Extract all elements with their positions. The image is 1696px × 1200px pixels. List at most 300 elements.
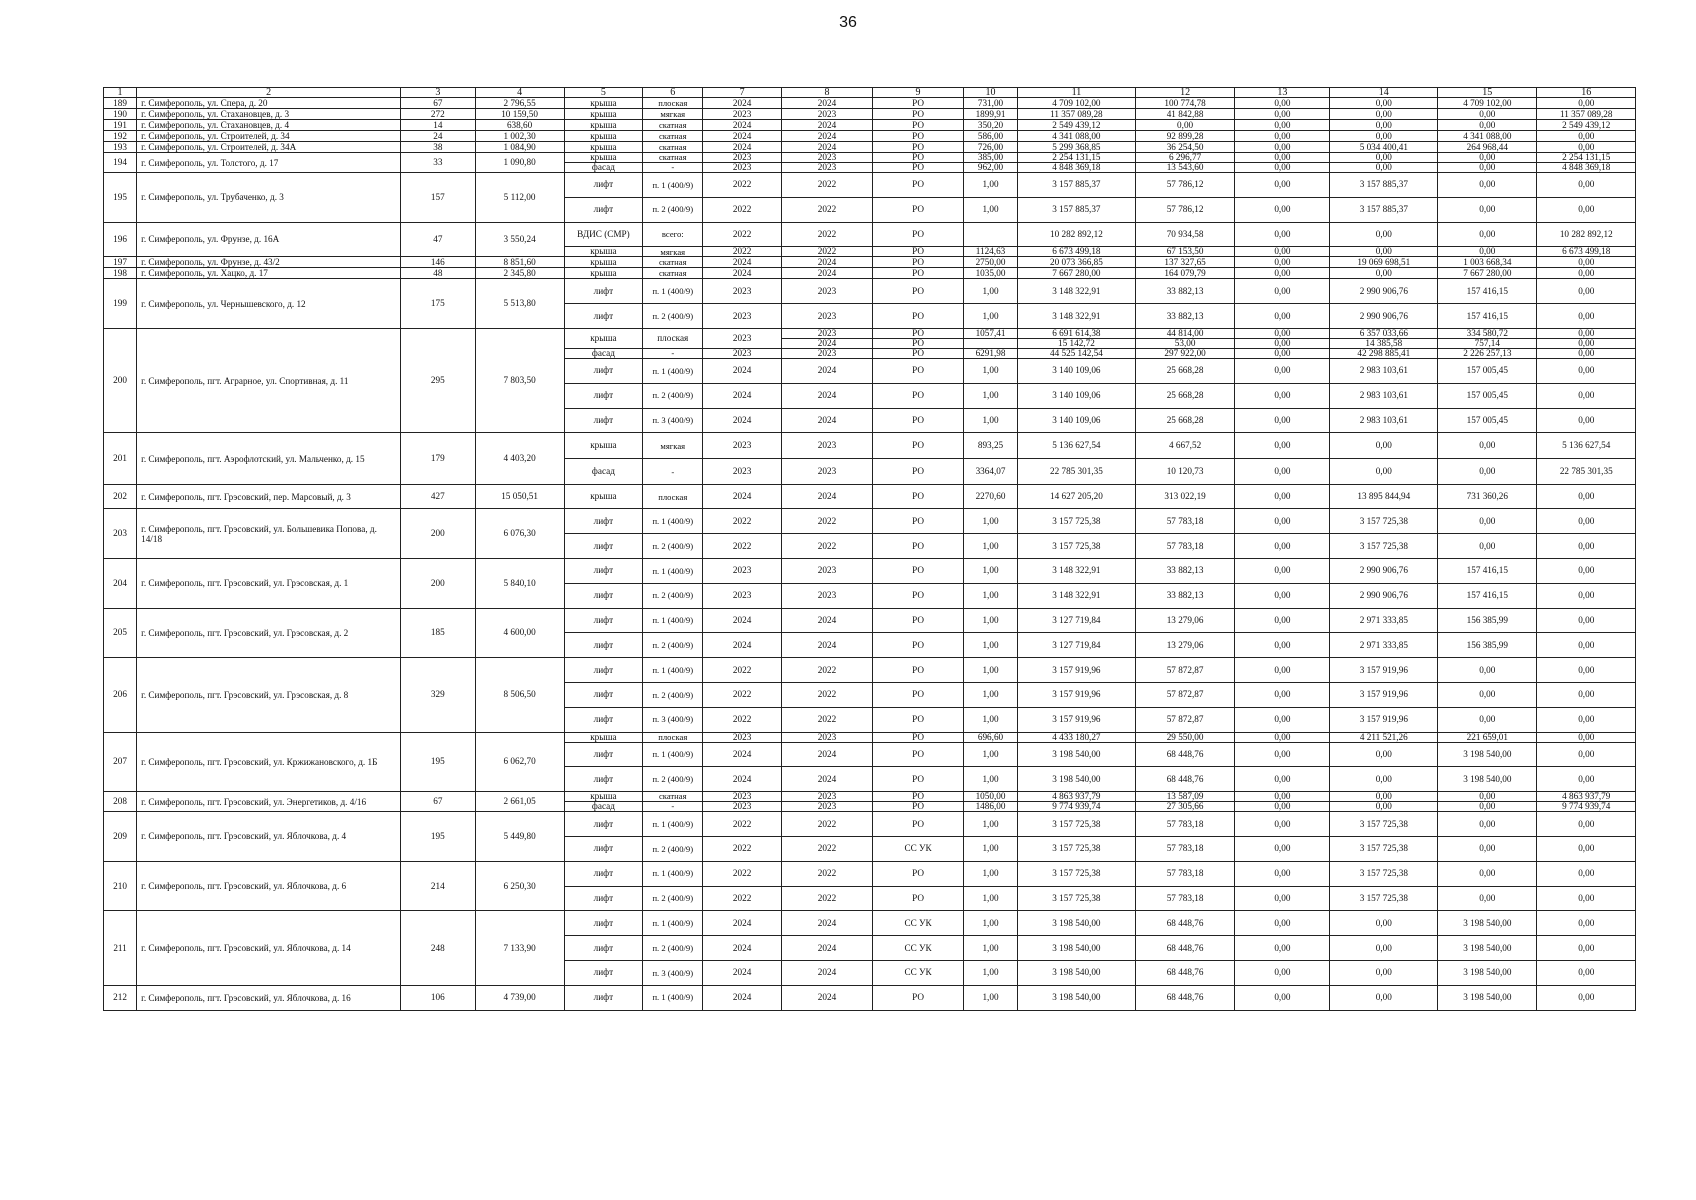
cell-col-n: 211 <box>104 911 137 985</box>
cell-col-c15: 156 385,99 <box>1438 633 1537 658</box>
cell-col-c8: 2022 <box>781 886 872 911</box>
cell-col-c11: 20 073 366,85 <box>1017 257 1135 268</box>
cell-col-c9: РО <box>873 304 964 329</box>
cell-col-c9: РО <box>873 633 964 658</box>
cell-col-c12: 44 814,00 <box>1135 328 1234 338</box>
cell-col-c3: 329 <box>401 658 476 732</box>
cell-col-c5: лифт <box>564 534 643 559</box>
cell-col-c9: РО <box>873 608 964 633</box>
cell-col-c13: 0,00 <box>1235 707 1330 732</box>
cell-col-c9: РО <box>873 131 964 142</box>
cell-col-n: 204 <box>104 558 137 608</box>
cell-col-c5: лифт <box>564 985 643 1010</box>
cell-col-c6: п. 2 (400/9) <box>643 767 703 792</box>
cell-col-addr: г. Симферополь, пгт. Аграрное, ул. Спортивная, д. 11 <box>137 328 401 432</box>
cell-col-c12: 57 872,87 <box>1135 658 1234 683</box>
cell-col-c16: 0,00 <box>1537 707 1636 732</box>
cell-col-c12: 57 872,87 <box>1135 682 1234 707</box>
cell-col-c6: п. 2 (400/9) <box>643 304 703 329</box>
cell-col-c13: 0,00 <box>1235 936 1330 961</box>
cell-col-c12: 68 448,76 <box>1135 911 1234 936</box>
cell-col-addr: г. Симферополь, пгт. Грэсовский, ул. Большевика Попова, д. 14/18 <box>137 509 401 559</box>
cell-col-c3: 175 <box>401 279 476 329</box>
cell-col-c7: 2023 <box>703 732 782 742</box>
cell-col-c5: фасад <box>564 163 643 173</box>
column-header: 7 <box>703 88 782 98</box>
cell-col-c16: 0,00 <box>1537 911 1636 936</box>
cell-col-c9: РО <box>873 886 964 911</box>
cell-col-c7: 2024 <box>703 960 782 985</box>
cell-col-c16: 0,00 <box>1537 767 1636 792</box>
cell-col-n: 201 <box>104 433 137 485</box>
cell-col-c14: 13 895 844,94 <box>1330 485 1438 509</box>
cell-col-c14: 0,00 <box>1330 98 1438 109</box>
table-row <box>104 732 1636 742</box>
cell-col-c3: 272 <box>401 109 476 120</box>
cell-col-c13: 0,00 <box>1235 247 1330 257</box>
cell-col-c7: 2024 <box>703 408 782 433</box>
cell-col-c12: 57 783,18 <box>1135 861 1234 886</box>
cell-col-c9: РО <box>873 802 964 812</box>
cell-col-c7: 2023 <box>703 558 782 583</box>
column-header: 13 <box>1235 88 1330 98</box>
cell-col-c7: 2023 <box>703 109 782 120</box>
cell-col-c3: 200 <box>401 509 476 559</box>
cell-col-c11: 3 157 725,38 <box>1017 886 1135 911</box>
cell-col-c12: 33 882,13 <box>1135 583 1234 608</box>
cell-col-c9: РО <box>873 153 964 163</box>
cell-col-c8: 2023 <box>781 279 872 304</box>
cell-col-c13: 0,00 <box>1235 163 1330 173</box>
cell-col-c9: РО <box>873 732 964 742</box>
cell-col-c9: РО <box>873 485 964 509</box>
cell-col-c14: 2 983 103,61 <box>1330 408 1438 433</box>
cell-col-c3: 106 <box>401 985 476 1010</box>
cell-col-c10: 1,00 <box>964 682 1018 707</box>
cell-col-c14: 42 298 885,41 <box>1330 348 1438 358</box>
cell-col-addr: г. Симферополь, пгт. Грэсовский, ул. Грэсовская, д. 8 <box>137 658 401 732</box>
cell-col-c12: 92 899,28 <box>1135 131 1234 142</box>
cell-col-addr: г. Симферополь, ул. Хацко, д. 17 <box>137 268 401 279</box>
cell-col-c7: 2023 <box>703 163 782 173</box>
cell-col-c13: 0,00 <box>1235 985 1330 1010</box>
cell-col-c6: плоская <box>643 98 703 109</box>
cell-col-n: 206 <box>104 658 137 732</box>
cell-col-c15: 0,00 <box>1438 682 1537 707</box>
cell-col-addr: г. Симферополь, пгт. Грэсовский, ул. Яблочкова, д. 16 <box>137 985 401 1010</box>
cell-col-c8: 2024 <box>781 960 872 985</box>
cell-col-c15: 0,00 <box>1438 792 1537 802</box>
cell-col-c7: 2024 <box>703 485 782 509</box>
cell-col-c14: 0,00 <box>1330 163 1438 173</box>
cell-col-c8: 2024 <box>781 633 872 658</box>
cell-col-c5: фасад <box>564 459 643 485</box>
cell-col-c13: 0,00 <box>1235 558 1330 583</box>
cell-col-c15: 3 198 540,00 <box>1438 742 1537 767</box>
cell-col-c5: крыша <box>564 328 643 348</box>
cell-col-c15: 7 667 280,00 <box>1438 268 1537 279</box>
cell-col-c4: 4 403,20 <box>475 433 564 485</box>
cell-col-c16: 2 254 131,15 <box>1537 153 1636 163</box>
cell-col-c15: 0,00 <box>1438 861 1537 886</box>
cell-col-c15: 3 198 540,00 <box>1438 911 1537 936</box>
cell-col-c7: 2024 <box>703 257 782 268</box>
cell-col-c7: 2022 <box>703 509 782 534</box>
cell-col-c7: 2023 <box>703 459 782 485</box>
cell-col-c9: РО <box>873 328 964 338</box>
table-row <box>104 131 1636 142</box>
cell-col-c7: 2024 <box>703 936 782 961</box>
cell-col-c12: 13 279,06 <box>1135 633 1234 658</box>
cell-col-c12: 25 668,28 <box>1135 408 1234 433</box>
cell-col-c13: 0,00 <box>1235 120 1330 131</box>
cell-col-c8: 2023 <box>781 583 872 608</box>
cell-col-c9: РО <box>873 742 964 767</box>
cell-col-c3: 24 <box>401 131 476 142</box>
cell-col-c4: 4 739,00 <box>475 985 564 1010</box>
cell-col-c10: 1,00 <box>964 936 1018 961</box>
cell-col-c10: 1,00 <box>964 836 1018 861</box>
cell-col-c7: 2024 <box>703 383 782 408</box>
cell-col-c15: 3 198 540,00 <box>1438 960 1537 985</box>
cell-col-c5: фасад <box>564 348 643 358</box>
cell-col-addr: г. Симферополь, ул. Толстого, д. 17 <box>137 153 401 173</box>
cell-col-c12: 57 783,18 <box>1135 886 1234 911</box>
cell-col-c13: 0,00 <box>1235 257 1330 268</box>
cell-col-c9: РО <box>873 358 964 383</box>
cell-col-c7: 2022 <box>703 812 782 837</box>
cell-col-c6: п. 1 (400/9) <box>643 279 703 304</box>
cell-col-c13: 0,00 <box>1235 222 1330 247</box>
cell-col-c16: 0,00 <box>1537 485 1636 509</box>
cell-col-c5: фасад <box>564 802 643 812</box>
cell-col-c15: 0,00 <box>1438 153 1537 163</box>
cell-col-c13: 0,00 <box>1235 742 1330 767</box>
cell-col-c15: 0,00 <box>1438 109 1537 120</box>
cell-col-c15: 0,00 <box>1438 197 1537 222</box>
cell-col-c12: 13 587,09 <box>1135 792 1234 802</box>
cell-col-c13: 0,00 <box>1235 861 1330 886</box>
cell-col-c12: 27 305,66 <box>1135 802 1234 812</box>
table-row <box>104 142 1636 153</box>
cell-col-c16: 0,00 <box>1537 348 1636 358</box>
cell-col-c4: 8 851,60 <box>475 257 564 268</box>
cell-col-c12: 164 079,79 <box>1135 268 1234 279</box>
cell-col-c7: 2023 <box>703 348 782 358</box>
cell-col-c8: 2022 <box>781 197 872 222</box>
cell-col-c3: 146 <box>401 257 476 268</box>
cell-col-c6: п. 2 (400/9) <box>643 886 703 911</box>
cell-col-c13: 0,00 <box>1235 131 1330 142</box>
cell-col-c10: 1,00 <box>964 742 1018 767</box>
cell-col-c16: 0,00 <box>1537 682 1636 707</box>
cell-col-c12: 137 327,65 <box>1135 257 1234 268</box>
cell-col-c13: 0,00 <box>1235 732 1330 742</box>
cell-col-n: 196 <box>104 222 137 257</box>
table-row <box>104 558 1636 583</box>
cell-col-c11: 14 627 205,20 <box>1017 485 1135 509</box>
cell-col-c10: 1,00 <box>964 707 1018 732</box>
cell-col-c13: 0,00 <box>1235 960 1330 985</box>
cell-col-c9: СС УК <box>873 936 964 961</box>
cell-col-c9: РО <box>873 348 964 358</box>
cell-col-c12: 67 153,50 <box>1135 247 1234 257</box>
cell-col-c9: РО <box>873 408 964 433</box>
cell-col-c15: 4 709 102,00 <box>1438 98 1537 109</box>
cell-col-c16: 0,00 <box>1537 583 1636 608</box>
cell-col-c7: 2024 <box>703 608 782 633</box>
cell-col-c9: РО <box>873 247 964 257</box>
cell-col-c5: лифт <box>564 936 643 961</box>
cell-col-c15: 0,00 <box>1438 459 1537 485</box>
column-header: 1 <box>104 88 137 98</box>
cell-col-c14: 3 157 919,96 <box>1330 682 1438 707</box>
cell-col-c3: 47 <box>401 222 476 257</box>
cell-col-c15: 3 198 540,00 <box>1438 936 1537 961</box>
cell-col-c6: п. 2 (400/9) <box>643 583 703 608</box>
cell-col-c9: РО <box>873 985 964 1010</box>
cell-col-c13: 0,00 <box>1235 348 1330 358</box>
cell-col-c16: 0,00 <box>1537 534 1636 559</box>
cell-col-c8: 2024 <box>781 408 872 433</box>
cell-col-c8: 2022 <box>781 836 872 861</box>
cell-col-c7: 2024 <box>703 985 782 1010</box>
cell-col-c5: крыша <box>564 792 643 802</box>
cell-col-c7: 2022 <box>703 173 782 198</box>
cell-col-c6: мягкая <box>643 433 703 459</box>
cell-col-n: 197 <box>104 257 137 268</box>
cell-col-c9: РО <box>873 173 964 198</box>
cell-col-c11: 10 282 892,12 <box>1017 222 1135 247</box>
cell-col-c10: 2750,00 <box>964 257 1018 268</box>
cell-col-c9: РО <box>873 383 964 408</box>
cell-col-c6: п. 1 (400/9) <box>643 861 703 886</box>
cell-col-c15: 0,00 <box>1438 509 1537 534</box>
cell-col-c11: 3 127 719,84 <box>1017 633 1135 658</box>
cell-col-c6: п. 3 (400/9) <box>643 408 703 433</box>
cell-col-c13: 0,00 <box>1235 153 1330 163</box>
cell-col-c5: лифт <box>564 633 643 658</box>
cell-col-c8: 2024 <box>781 142 872 153</box>
cell-col-c8: 2024 <box>781 767 872 792</box>
cell-col-c5: крыша <box>564 142 643 153</box>
cell-col-c8: 2024 <box>781 383 872 408</box>
cell-col-c11: 4 709 102,00 <box>1017 98 1135 109</box>
cell-col-c9: РО <box>873 707 964 732</box>
cell-col-c5: крыша <box>564 109 643 120</box>
cell-col-c11: 3 157 725,38 <box>1017 861 1135 886</box>
table-row <box>104 985 1636 1010</box>
cell-col-c8: 2024 <box>781 358 872 383</box>
cell-col-n: 195 <box>104 173 137 223</box>
cell-col-c14: 0,00 <box>1330 247 1438 257</box>
cell-col-c12: 57 872,87 <box>1135 707 1234 732</box>
cell-col-c4: 1 002,30 <box>475 131 564 142</box>
cell-col-c12: 25 668,28 <box>1135 383 1234 408</box>
cell-col-c9: РО <box>873 197 964 222</box>
cell-col-c10: 1,00 <box>964 861 1018 886</box>
cell-col-n: 208 <box>104 792 137 812</box>
table-row <box>104 120 1636 131</box>
cell-col-addr: г. Симферополь, пгт. Аэрофлотский, ул. Мальченко, д. 15 <box>137 433 401 485</box>
cell-col-c14: 3 157 725,38 <box>1330 812 1438 837</box>
cell-col-c4: 5 112,00 <box>475 173 564 223</box>
cell-col-c14: 3 157 725,38 <box>1330 509 1438 534</box>
table-row <box>104 792 1636 802</box>
cell-col-c12: 70 934,58 <box>1135 222 1234 247</box>
table-row <box>104 268 1636 279</box>
cell-col-c12: 13 279,06 <box>1135 608 1234 633</box>
cell-col-c8: 2024 <box>781 742 872 767</box>
cell-col-c12: 33 882,13 <box>1135 558 1234 583</box>
cell-col-c5: лифт <box>564 408 643 433</box>
cell-col-c8: 2024 <box>781 911 872 936</box>
cell-col-c15: 0,00 <box>1438 222 1537 247</box>
cell-col-c6: - <box>643 459 703 485</box>
cell-col-c8: 2024 <box>781 608 872 633</box>
cell-col-c9: СС УК <box>873 836 964 861</box>
cell-col-c16: 0,00 <box>1537 985 1636 1010</box>
cell-col-c7: 2024 <box>703 767 782 792</box>
cell-col-c15: 3 198 540,00 <box>1438 985 1537 1010</box>
cell-col-c15: 1 003 668,34 <box>1438 257 1537 268</box>
page-number: 36 <box>839 14 857 31</box>
cell-col-c16: 0,00 <box>1537 886 1636 911</box>
cell-col-c9: РО <box>873 792 964 802</box>
cell-col-c6: скатная <box>643 120 703 131</box>
cell-col-c11: 3 157 725,38 <box>1017 509 1135 534</box>
cell-col-c13: 0,00 <box>1235 408 1330 433</box>
cell-col-c15: 0,00 <box>1438 247 1537 257</box>
cell-col-c14: 0,00 <box>1330 767 1438 792</box>
cell-col-c11: 3 198 540,00 <box>1017 767 1135 792</box>
cell-col-c15: 0,00 <box>1438 802 1537 812</box>
cell-col-c12: 10 120,73 <box>1135 459 1234 485</box>
cell-col-c14: 2 983 103,61 <box>1330 358 1438 383</box>
cell-col-c11: 3 157 725,38 <box>1017 534 1135 559</box>
cell-col-c7: 2024 <box>703 742 782 767</box>
cell-col-c14: 2 990 906,76 <box>1330 558 1438 583</box>
cell-col-c10: 893,25 <box>964 433 1018 459</box>
column-header: 4 <box>475 88 564 98</box>
cell-col-c12: 41 842,88 <box>1135 109 1234 120</box>
cell-col-c8: 2024 <box>781 985 872 1010</box>
cell-col-c14: 3 157 919,96 <box>1330 658 1438 683</box>
cell-col-c14: 3 157 919,96 <box>1330 707 1438 732</box>
cell-col-c10: 1050,00 <box>964 792 1018 802</box>
cell-col-c16: 5 136 627,54 <box>1537 433 1636 459</box>
cell-col-c7: 2023 <box>703 583 782 608</box>
cell-col-c9: РО <box>873 534 964 559</box>
cell-col-c4: 8 506,50 <box>475 658 564 732</box>
cell-col-addr: г. Симферополь, пгт. Грэсовский, ул. Яблочкова, д. 6 <box>137 861 401 911</box>
table-row <box>104 509 1636 534</box>
cell-col-c15: 157 005,45 <box>1438 358 1537 383</box>
cell-col-c8: 2024 <box>781 268 872 279</box>
cell-col-c13: 0,00 <box>1235 268 1330 279</box>
cell-col-c14: 0,00 <box>1330 120 1438 131</box>
cell-col-c6: п. 1 (400/9) <box>643 608 703 633</box>
cell-col-c15: 157 005,45 <box>1438 408 1537 433</box>
cell-col-c7: 2022 <box>703 707 782 732</box>
cell-col-c8: 2023 <box>781 348 872 358</box>
cell-col-c5: крыша <box>564 257 643 268</box>
header-row <box>104 88 1636 98</box>
cell-col-c11: 3 157 919,96 <box>1017 707 1135 732</box>
cell-col-c3: 200 <box>401 558 476 608</box>
cell-col-c14: 3 157 725,38 <box>1330 836 1438 861</box>
cell-col-c10 <box>964 338 1018 348</box>
cell-col-c11: 3 148 322,91 <box>1017 558 1135 583</box>
cell-col-c8: 2023 <box>781 459 872 485</box>
cell-col-c10: 586,00 <box>964 131 1018 142</box>
cell-col-c11: 2 254 131,15 <box>1017 153 1135 163</box>
cell-col-c3: 185 <box>401 608 476 658</box>
cell-col-c5: лифт <box>564 583 643 608</box>
cell-col-c5: лифт <box>564 358 643 383</box>
cell-col-c12: 68 448,76 <box>1135 936 1234 961</box>
cell-col-c5: крыша <box>564 120 643 131</box>
cell-col-c13: 0,00 <box>1235 802 1330 812</box>
cell-col-c9: РО <box>873 257 964 268</box>
cell-col-c14: 0,00 <box>1330 792 1438 802</box>
cell-col-c16: 0,00 <box>1537 328 1636 338</box>
cell-col-c5: лифт <box>564 658 643 683</box>
cell-col-c9: РО <box>873 142 964 153</box>
cell-col-c8: 2024 <box>781 98 872 109</box>
cell-col-c11: 3 198 540,00 <box>1017 960 1135 985</box>
cell-col-c16: 0,00 <box>1537 836 1636 861</box>
cell-col-c6: мягкая <box>643 109 703 120</box>
cell-col-c3: 67 <box>401 98 476 109</box>
cell-col-c7: 2024 <box>703 98 782 109</box>
cell-col-c14: 0,00 <box>1330 802 1438 812</box>
cell-col-c3: 38 <box>401 142 476 153</box>
cell-col-c13: 0,00 <box>1235 358 1330 383</box>
cell-col-c15: 157 416,15 <box>1438 304 1537 329</box>
cell-col-c16: 0,00 <box>1537 173 1636 198</box>
cell-col-c12: 68 448,76 <box>1135 742 1234 767</box>
cell-col-c9: РО <box>873 767 964 792</box>
cell-col-c7: 2024 <box>703 120 782 131</box>
cell-col-c10: 1,00 <box>964 534 1018 559</box>
cell-col-c10: 2270,60 <box>964 485 1018 509</box>
cell-col-c14: 2 990 906,76 <box>1330 279 1438 304</box>
column-header: 15 <box>1438 88 1537 98</box>
cell-col-c14: 14 385,58 <box>1330 338 1438 348</box>
cell-col-c13: 0,00 <box>1235 197 1330 222</box>
cell-col-c14: 2 990 906,76 <box>1330 583 1438 608</box>
cell-col-c7: 2023 <box>703 792 782 802</box>
cell-col-c16: 0,00 <box>1537 304 1636 329</box>
cell-col-c5: лифт <box>564 911 643 936</box>
cell-col-c13: 0,00 <box>1235 338 1330 348</box>
cell-col-c4: 15 050,51 <box>475 485 564 509</box>
cell-col-c15: 0,00 <box>1438 658 1537 683</box>
cell-col-c15: 334 580,72 <box>1438 328 1537 338</box>
cell-col-c12: 36 254,50 <box>1135 142 1234 153</box>
table-row <box>104 861 1636 886</box>
cell-col-c8: 2023 <box>781 153 872 163</box>
cell-col-c13: 0,00 <box>1235 109 1330 120</box>
cell-col-c4: 3 550,24 <box>475 222 564 257</box>
cell-col-c8: 2024 <box>781 936 872 961</box>
cell-col-c6: п. 2 (400/9) <box>643 534 703 559</box>
table-row <box>104 812 1636 837</box>
column-header: 14 <box>1330 88 1438 98</box>
cell-col-c10: 1,00 <box>964 767 1018 792</box>
cell-col-c16: 22 785 301,35 <box>1537 459 1636 485</box>
